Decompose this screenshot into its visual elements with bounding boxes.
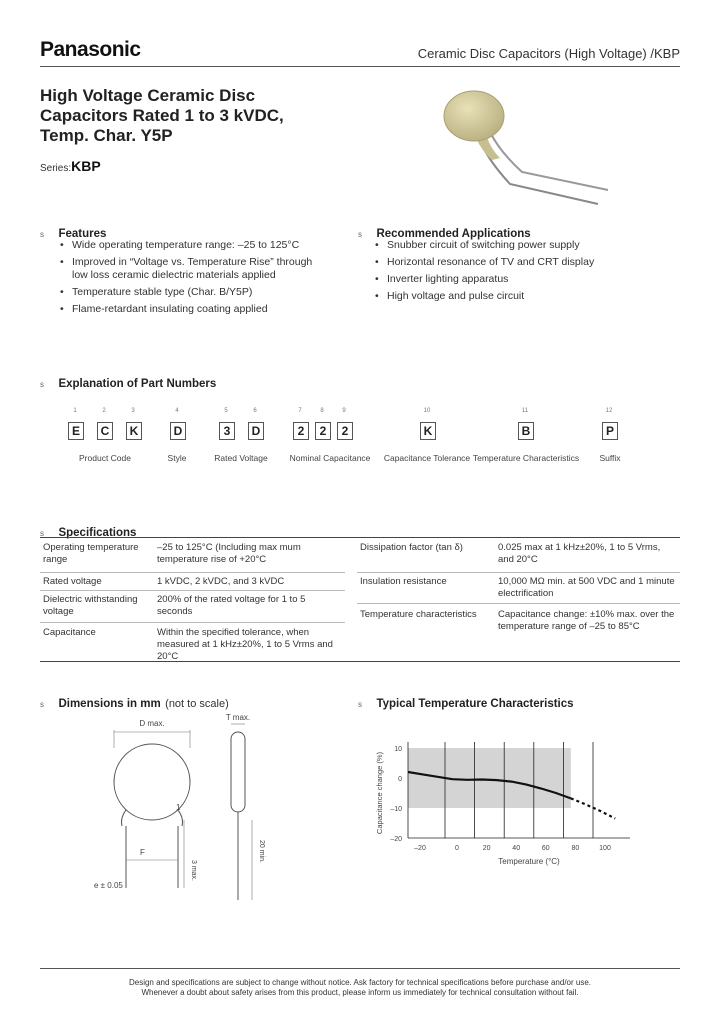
x-tick-label: 100 (599, 845, 611, 852)
specifications-heading-row (40, 523, 136, 541)
list-item: • Wide operating temperature range: –25 to 125°C (58, 239, 328, 252)
document-header: Ceramic Disc Capacitors (High Voltage) /KBP (417, 46, 680, 61)
list-item: • Flame-retardant insulating coating applied (58, 303, 328, 316)
part-digit-number: 3 (131, 408, 135, 414)
specifications-heading: Specifications (58, 527, 137, 539)
part-label-rated-voltage: Rated Voltage (214, 453, 268, 463)
x-tick-label: 40 (512, 845, 521, 852)
list-item: • Horizontal resonance of TV and CRT display (373, 256, 663, 269)
section-marker: s (40, 700, 44, 709)
part-digit-box: 2 (315, 422, 331, 440)
part-label-suffix: Suffix (599, 453, 621, 463)
features-list (58, 239, 328, 320)
applications-heading: Recommended Applications (376, 228, 531, 240)
x-tick-label: 80 (571, 845, 580, 852)
x-axis-label: Temperature (°C) (498, 857, 560, 866)
title-line-3: Temp. Char. Y5P (40, 126, 173, 145)
applications-list (373, 239, 663, 307)
spec-key: Insulation resistance (360, 576, 447, 587)
part-digit-box: K (420, 422, 436, 440)
spec-value: 1 kVDC, 2 kVDC, and 3 kVDC (157, 576, 285, 587)
spec-key: Dielectric withstanding voltage (43, 594, 138, 617)
part-digit-number: 7 (298, 408, 302, 414)
part-digit-box: B (518, 422, 534, 440)
spec-row-rule (357, 572, 680, 573)
part-label-nominal-capacitance: Nominal Capacitance (289, 453, 371, 463)
part-digit-box: E (68, 422, 84, 440)
part-label-style: Style (167, 453, 187, 463)
section-marker: s (40, 380, 44, 389)
list-item: • Temperature stable type (Char. B/Y5P) (58, 286, 328, 299)
spec-table-bottom-rule (40, 661, 680, 662)
d-max-label: D max. (139, 719, 165, 728)
part-digit-box: 2 (337, 422, 353, 440)
part-label-temperature-characteristics: Temperature Characteristics (472, 453, 580, 463)
part-digit-box: 3 (219, 422, 235, 440)
dimensions-heading: Dimensions in mm (58, 698, 161, 710)
title-line-1: High Voltage Ceramic Disc (40, 86, 256, 105)
list-item: • Inverter lighting apparatus (373, 273, 663, 286)
list-item: • High voltage and pulse circuit (373, 290, 663, 303)
list-item: • Improved in “Voltage vs. Temperature Rise” through low loss ceramic dielectric materials applied (58, 256, 328, 282)
x-tick-label: 60 (541, 845, 550, 852)
x-tick-label: –20 (414, 845, 426, 852)
lead-diameter-label: e ± 0.05 (94, 881, 123, 890)
spec-value: Within the specified tolerance, when measured at 1 kHz±20%, 1 to 5 Vrms and 20°C (157, 627, 333, 662)
footer (40, 978, 680, 998)
footer-line-2: Whenever a doubt about safety arises from this product, please inform us immediately for technical consultation without fail. (141, 988, 579, 997)
series-caption: Series: (40, 163, 72, 174)
typical-heading: Typical Temperature Characteristics (376, 698, 574, 710)
part-digit-number: 4 (175, 408, 179, 414)
spec-value: 10,000 MΩ min. at 500 VDC and 1 minute electrification (498, 576, 675, 599)
spec-row-rule (357, 603, 680, 604)
part-digit-box: K (126, 422, 142, 440)
spec-value: Capacitance change: ±10% max. over the temperature range of –25 to 85°C (498, 609, 675, 632)
part-digit-number: 1 (73, 408, 77, 414)
features-heading: Features (58, 228, 107, 240)
title-line-2: Capacitors Rated 1 to 3 kVDC, (40, 106, 284, 125)
list-item: • Snubber circuit of switching power supply (373, 239, 663, 252)
y-tick-label: 0 (398, 776, 402, 783)
series-value: KBP (71, 158, 101, 174)
spec-key: Rated voltage (43, 576, 102, 587)
spec-key: Operating temperature range (43, 542, 139, 565)
part-digit-number: 5 (224, 408, 228, 414)
part-numbers-heading: Explanation of Part Numbers (58, 378, 217, 390)
header-rule (40, 66, 680, 67)
part-digit-box: D (170, 422, 186, 440)
part-label-capacitance-tolerance: Capacitance Tolerance (383, 453, 471, 463)
part-numbers-heading-row (40, 374, 216, 392)
part-label-product-code: Product Code (79, 453, 131, 463)
typical-heading-row (358, 694, 574, 712)
dimension-drawing (80, 710, 280, 910)
spec-value: 0.025 max at 1 kHz±20%, 1 to 5 Vrms, and 20°C (498, 542, 661, 565)
spec-key: Dissipation factor (tan δ) (360, 542, 463, 553)
t-max-label: T max. (225, 713, 251, 722)
part-digit-box: 2 (293, 422, 309, 440)
series-label (40, 158, 101, 174)
spec-row-rule (40, 590, 345, 591)
spec-key: Temperature characteristics (360, 609, 477, 620)
part-digit-number: 9 (342, 408, 346, 414)
section-marker: s (358, 700, 362, 709)
marker-1: 1 (176, 803, 181, 812)
spec-table-top-rule (40, 537, 680, 538)
temperature-chart (360, 738, 660, 878)
part-digit-number: 8 (320, 408, 324, 414)
brand-logo: Panasonic (40, 38, 141, 61)
l-min-label: 20 min. (258, 840, 265, 863)
y-tick-label: –20 (390, 836, 402, 843)
part-digit-box: D (248, 422, 264, 440)
spec-value: 200% of the rated voltage for 1 to 5 seconds (157, 594, 306, 617)
section-marker: s (358, 230, 362, 239)
part-digit-number: 10 (423, 408, 431, 414)
x-tick-label: 0 (455, 845, 459, 852)
footer-line-1: Design and specifications are subject to change without notice. Ask factory for technical specifications before purchase and/or use. (128, 978, 592, 987)
section-marker: s (40, 529, 44, 538)
footer-rule (40, 968, 680, 969)
f-label: F (140, 848, 145, 857)
dimensions-note: (not to scale) (165, 698, 229, 710)
spec-band (408, 748, 571, 808)
spec-row-rule (40, 622, 345, 623)
spec-key: Capacitance (43, 627, 96, 638)
part-digit-number: 6 (253, 408, 257, 414)
spec-row-rule (40, 572, 345, 573)
y-axis-label: Capacitance change (%) (375, 751, 384, 835)
part-digit-number: 11 (521, 408, 529, 414)
v-max-label: 3 max. (190, 860, 197, 882)
part-digit-number: 12 (605, 408, 613, 414)
part-digit-box: P (602, 422, 618, 440)
part-digit-number: 2 (102, 408, 106, 414)
y-tick-label: 10 (394, 746, 402, 753)
section-marker: s (40, 230, 44, 239)
page-title (40, 86, 370, 146)
capacitor-product-image (430, 86, 630, 216)
spec-value: –25 to 125°C (Including max mum temperature rise of +20°C (157, 542, 301, 565)
x-tick-label: 20 (482, 845, 491, 852)
y-tick-label: –10 (390, 806, 402, 813)
part-digit-box: C (97, 422, 113, 440)
